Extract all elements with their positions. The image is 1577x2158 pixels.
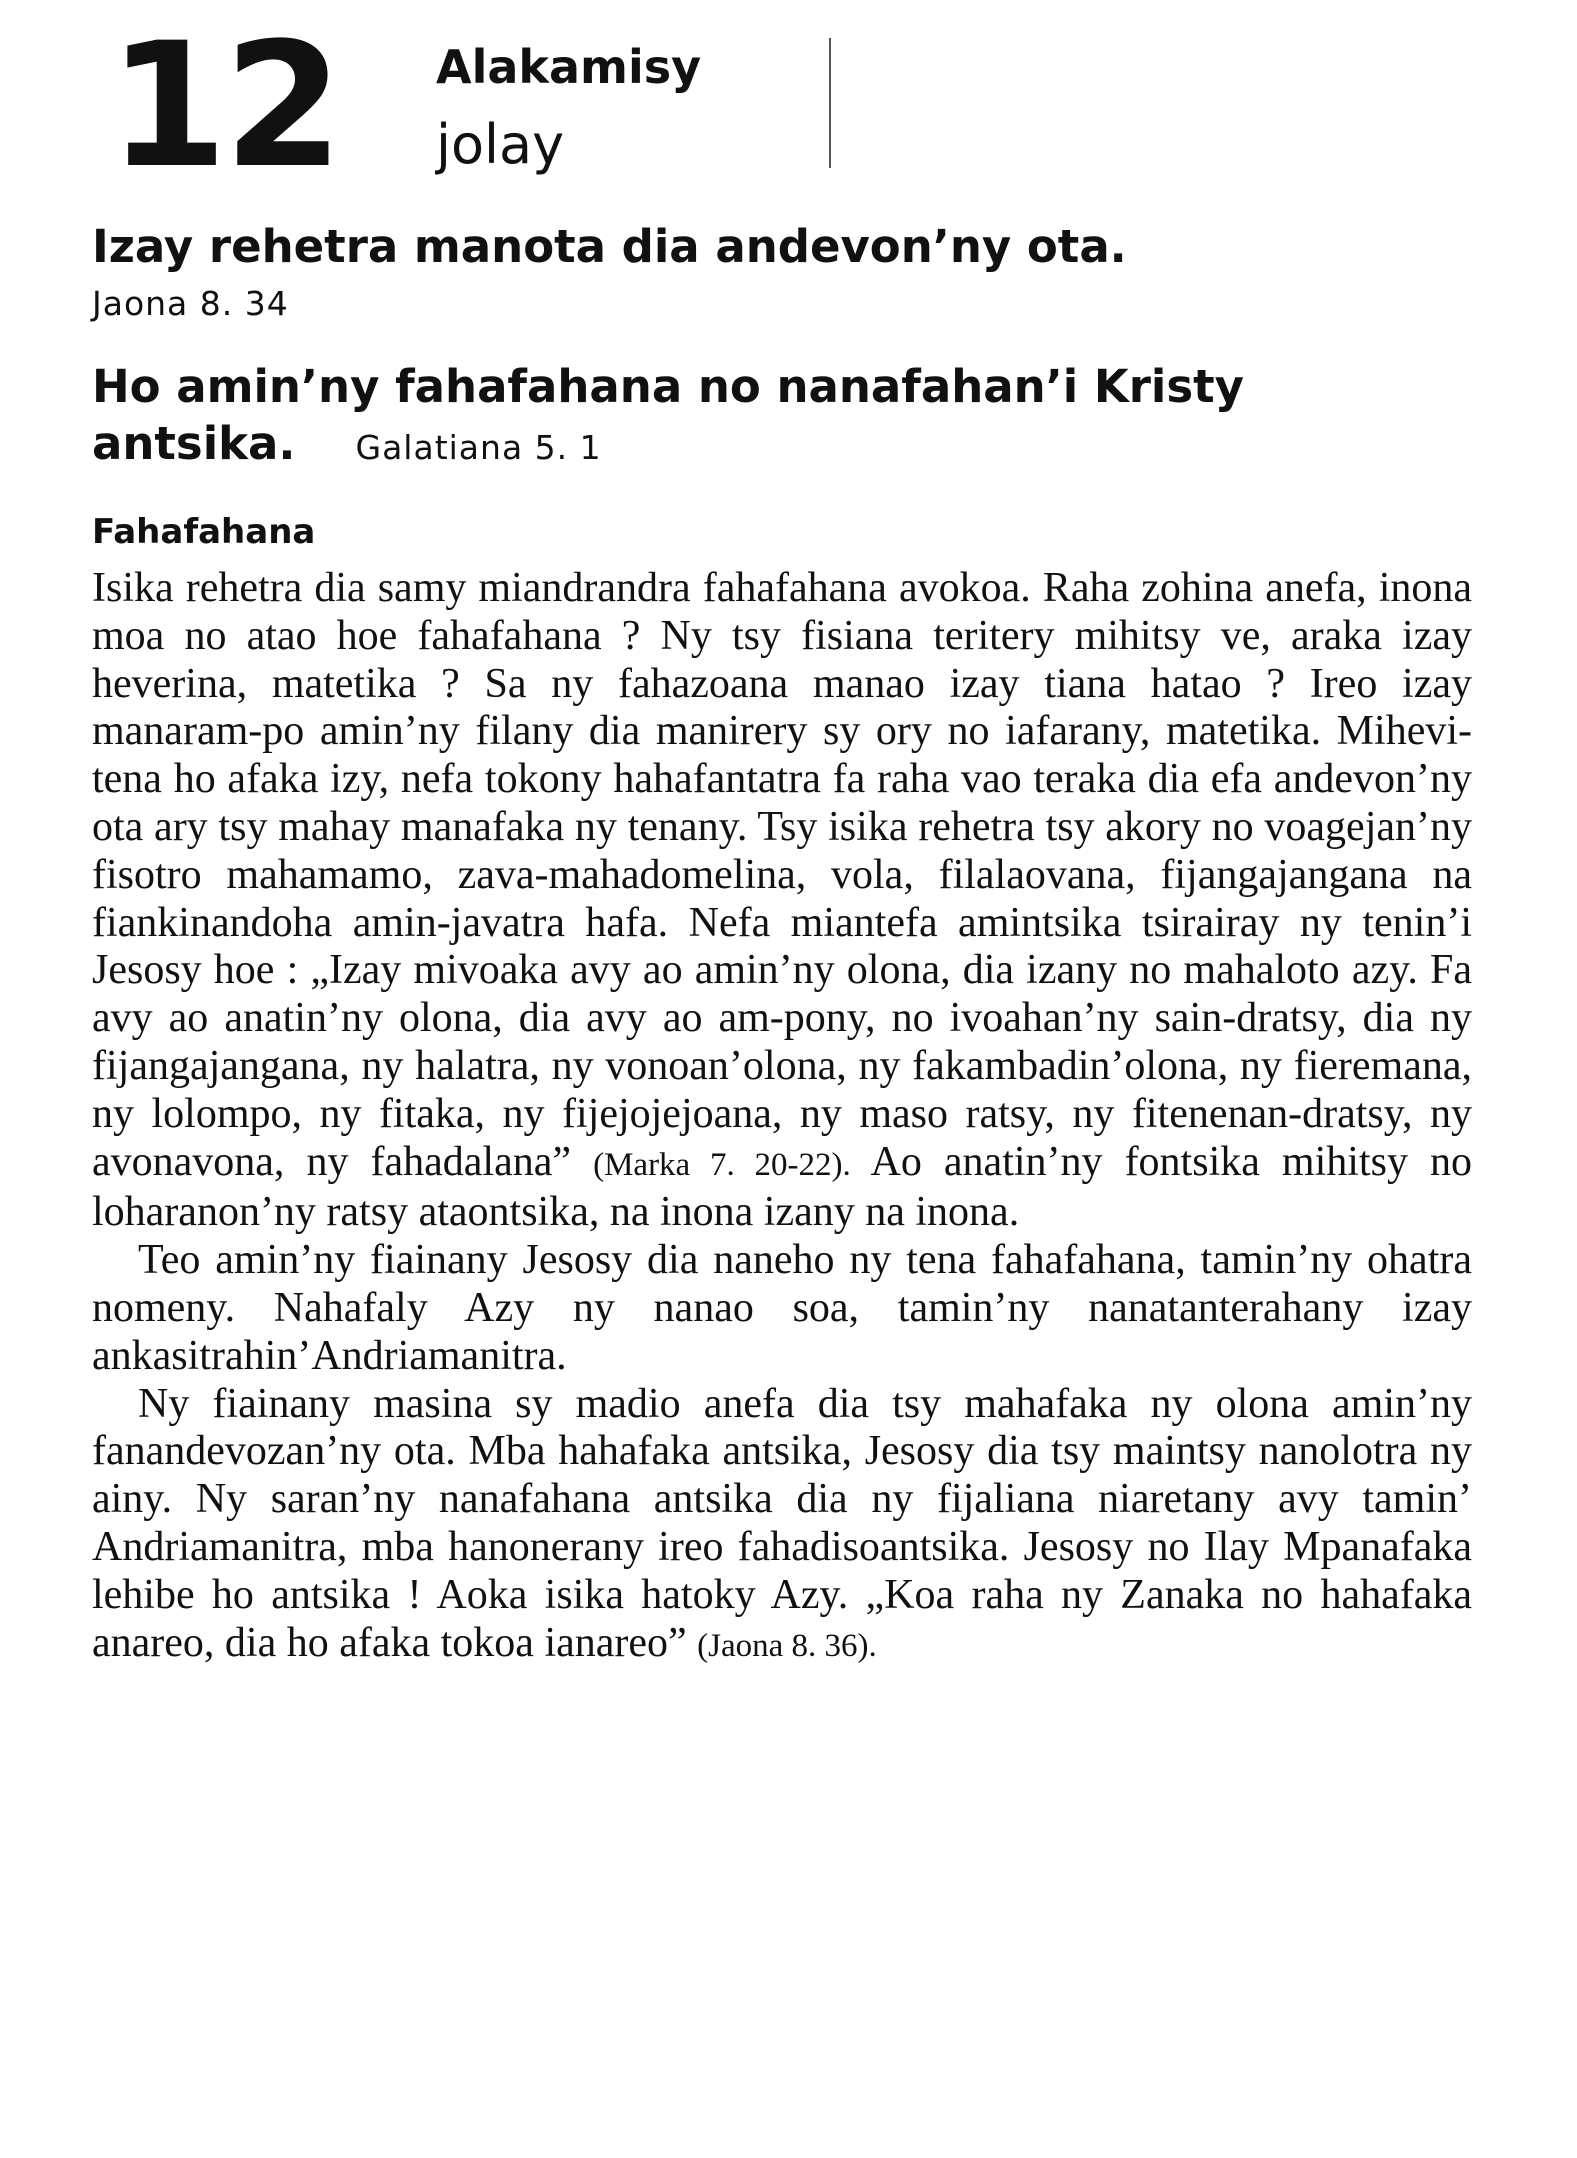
paragraph-1-text: Isika rehetra dia samy miandrandra fahafahana avokoa. Raha zohina anefa, inona moa no atao hoe fahafahana ? Ny tsy fisiana teritery mihitsy ve, araka izay heverina, matetika ? Sa ny fahazoana manao izay tiana hatao ? Ireo izay manaram-po amin’ny filany dia manirery sy ory no iafarany, matetika. Mihevi-tena ho afaka izy, nefa tokony hahafantatra fa raha vao teraka dia efa andevon’ny ota ary tsy mahay manafaka ny tenany. Tsy isika rehetra tsy akory no voagejan’ny fisotro mahamamo, zava-mahadomelina, vola, filalaovana, fijangajangana na fiankinandoha amin-javatra hafa. Nefa miantefa amintsika tsirairay ny tenin’i Jesosy hoe : „Izay mivoaka avy ao amin’ny olona, dia izany no mahaloto azy. Fa avy ao anatin’ny olona, dia avy ao am-pony, no ivoahan’ny sain-dratsy, dia ny fijangajangana, ny halatra, ny vonoan’olona, ny fakambadin’olona, ny fieremana, ny lolompo, ny fitaka, ny fijejojejoana, ny maso ratsy, ny fitenenan-dratsy, ny avonavona, ny fahadalana”: [92, 565, 1472, 1185]
verse-1-text: Izay rehetra manota dia andevon’ny ota.: [92, 220, 1127, 273]
weekday-label: Alakamisy: [436, 40, 702, 94]
devotion-paragraph-1: [92, 565, 1472, 1237]
paragraph-1-text-end: Ao anatin’ny fontsika mihitsy no loharanon’ny ratsy ataontsika, na inona izany na inona.: [92, 1138, 1473, 1236]
devotion-paragraph-2: Teo amin’ny fiainany Jesosy dia naneho ny tena fahafahana, tamin’ny ohatra nomeny. Nahafaly Azy ny nanao soa, tamin’ny nanatanterahany izay ankasitrahin’Andriamanitra.: [92, 1237, 1472, 1379]
header-divider: [829, 38, 831, 168]
month-label: jolay: [436, 113, 565, 176]
verse-2-reference: Galatiana 5. 1: [355, 428, 602, 467]
paragraph-3-text: Ny fiainany masina sy madio anefa dia tsy mahafaka ny olona amin’ny fanandevozan’ny ota. Mba hahafaka antsika, Jesosy dia tsy maintsy nanolotra ny ainy. Ny saran’ny nanafahana antsika dia ny fijaliana niaretany avy tamin’ Andriamanitra, mba hanonerany ireo fahadisoantsika. Jesosy no Ilay Mpanafaka lehibe ho antsika ! Aoka isika hatoky Azy. „Koa raha ny Zanaka no hahafaka anareo, dia ho afaka tokoa ianareo”: [92, 1380, 1472, 1666]
devotion-paragraph-3: [92, 1381, 1472, 1671]
verse-2-text: Ho amin’ny fahafahana no nanafahan’i Kristy antsika.: [92, 360, 1244, 470]
devotion-title: Fahafahana: [92, 512, 316, 552]
verse-1-reference: Jaona 8. 34: [92, 284, 289, 323]
date-number: 12: [108, 5, 340, 206]
verse-2: [92, 358, 1472, 476]
paragraph-3-reference: (Jaona 8. 36).: [697, 1627, 877, 1664]
paragraph-1-reference: (Marka 7. 20-22).: [593, 1146, 851, 1183]
devotion-body: [92, 565, 1472, 1670]
